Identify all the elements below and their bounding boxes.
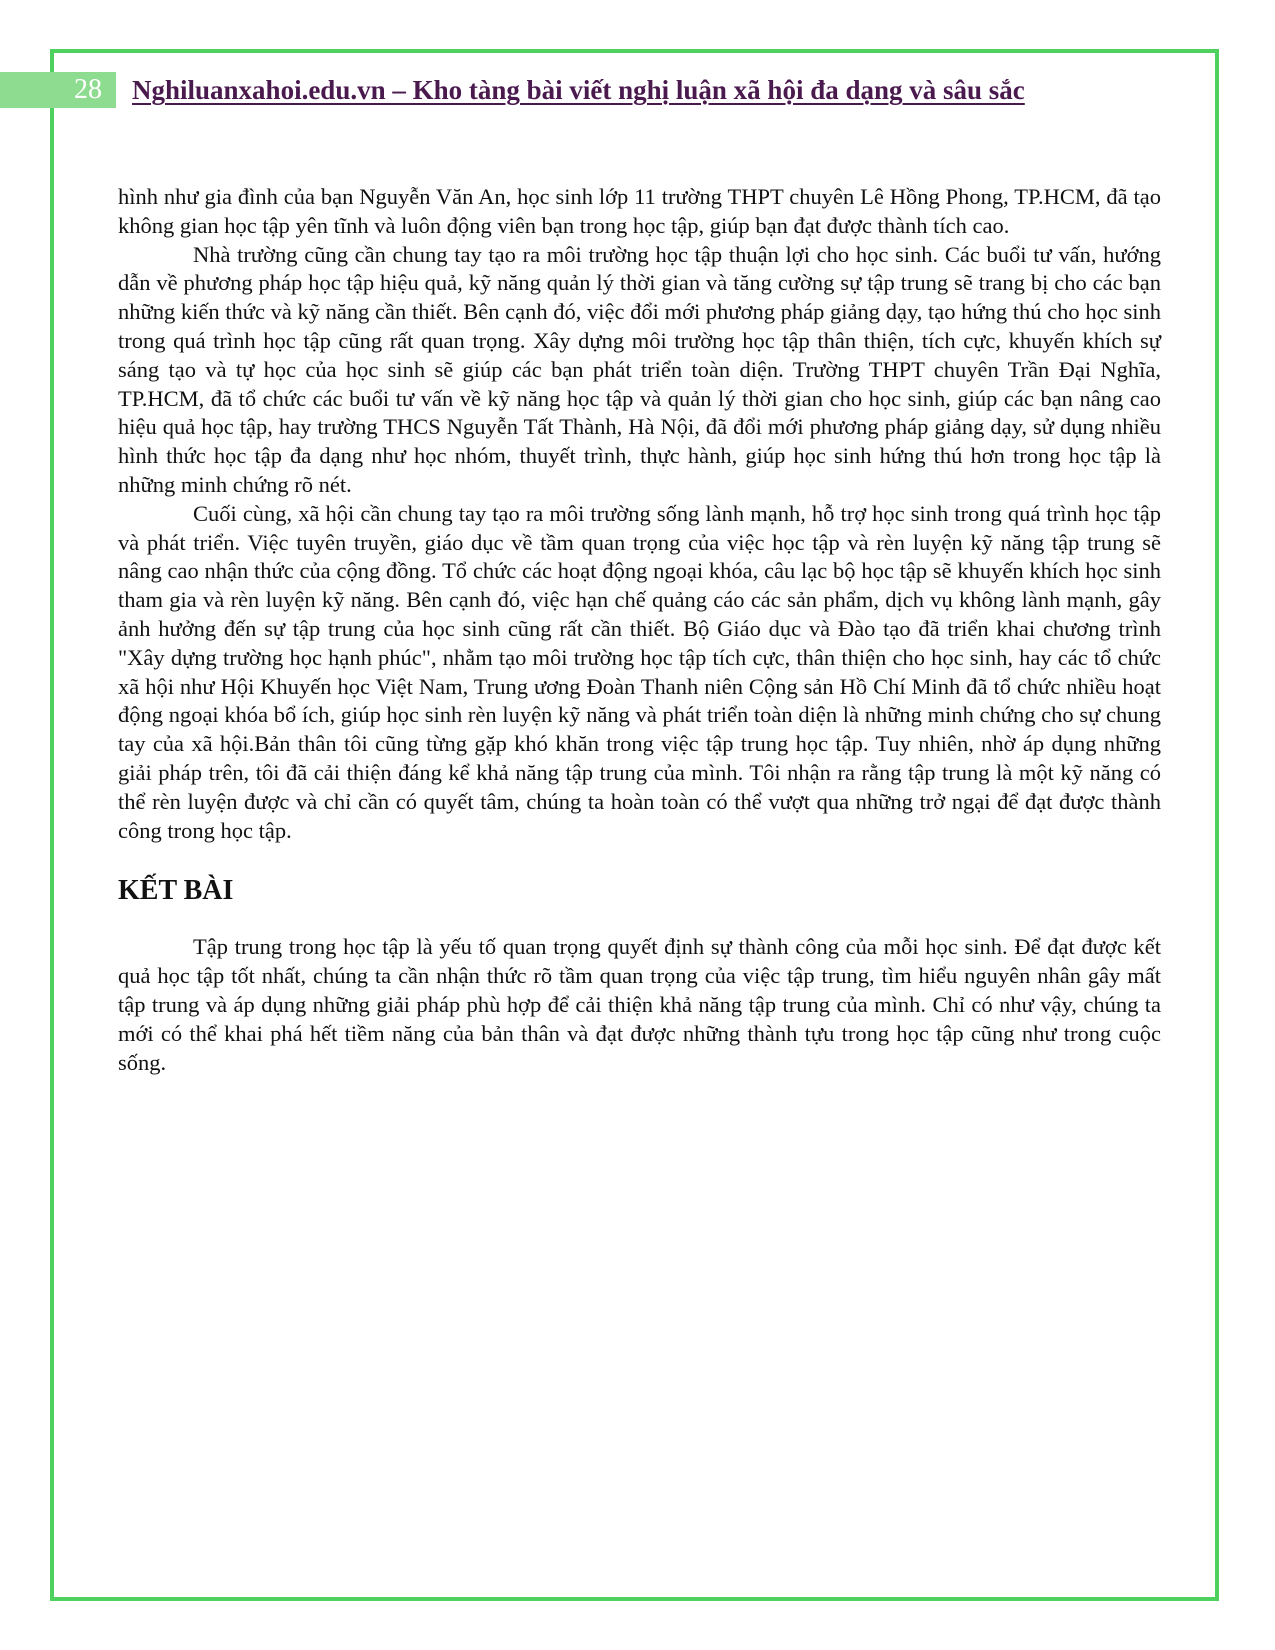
body-paragraph-2: Nhà trường cũng cần chung tay tạo ra môi trường học tập thuận lợi cho học sinh. Các buổi tư vấn, hướng dẫn về phương pháp học tập hiệu quả, kỹ năng quản lý thời gian và tăng cường sự tập trung sẽ trang bị cho các bạn những kiến thức và kỹ năng cần thiết. Bên cạnh đó, việc đổi mới phương pháp giảng dạy, tạo hứng thú cho học sinh trong quá trình học tập cũng rất quan trọng. Xây dựng môi trường học tập thân thiện, tích cực, khuyến khích sự sáng tạo và tự học của học sinh sẽ giúp các bạn phát triển toàn diện. Trường THPT chuyên Trần Đại Nghĩa, TP.HCM, đã tổ chức các buổi tư vấn về kỹ năng học tập và quản lý thời gian cho học sinh, giúp các bạn nâng cao hiệu quả học tập, hay trường THCS Nguyễn Tất Thành, Hà Nội, đã đổi mới phương pháp giảng dạy, sử dụng nhiều hình thức học tập đa dạng như học nhóm, thuyết trình, thực hành, giúp học sinh hứng thú hơn trong học tập là những minh chứng rõ nét. <box>118 241 1161 497</box>
body-paragraph-1: hình như gia đình của bạn Nguyễn Văn An, học sinh lớp 11 trường THPT chuyên Lê Hồng Phong, TP.HCM, đã tạo không gian học tập yên tĩnh và luôn động viên bạn trong học tập, giúp bạn đạt được thành tích cao. <box>118 184 1161 238</box>
conclusion-paragraph: Tập trung trong học tập là yếu tố quan trọng quyết định sự thành công của mỗi học sinh. Để đạt được kết quả học tập tốt nhất, chúng ta cần nhận thức rõ tầm quan trọng của việc tập trung, tìm hiểu nguyên nhân gây mất tập trung và áp dụng những giải pháp phù hợp để cải thiện khả năng tập trung của mình. Chỉ có như vậy, chúng ta mới có thể khai phá hết tiềm năng của bản thân và đạt được những thành tựu trong học tập cũng như trong cuộc sống. <box>118 934 1161 1075</box>
header-title: Nghiluanxahoi.edu.vn – Kho tàng bài viết nghị luận xã hội đa dạng và sâu sắc <box>132 75 1025 105</box>
document-body <box>118 183 1161 1077</box>
conclusion-heading: KẾT BÀI <box>118 875 234 907</box>
page-number: 28 <box>0 72 116 108</box>
body-paragraph-3: Cuối cùng, xã hội cần chung tay tạo ra môi trường sống lành mạnh, hỗ trợ học sinh trong quá trình học tập và phát triển. Việc tuyên truyền, giáo dục về tầm quan trọng của việc học tập và rèn luyện kỹ năng tập trung sẽ nâng cao nhận thức của cộng đồng. Tổ chức các hoạt động ngoại khóa, câu lạc bộ học tập sẽ khuyến khích học sinh tham gia và rèn luyện kỹ năng. Bên cạnh đó, việc hạn chế quảng cáo các sản phẩm, dịch vụ không lành mạnh, gây ảnh hưởng đến sự tập trung của học sinh cũng rất cần thiết. Bộ Giáo dục và Đào tạo đã triển khai chương trình "Xây dựng trường học hạnh phúc", nhằm tạo môi trường học tập tích cực, thân thiện cho học sinh, hay các tổ chức xã hội như Hội Khuyến học Việt Nam, Trung ương Đoàn Thanh niên Cộng sản Hồ Chí Minh đã tổ chức nhiều hoạt động ngoại khóa bổ ích, giúp học sinh rèn luyện kỹ năng và phát triển toàn diện là những minh chứng cho sự chung tay của xã hội.Bản thân tôi cũng từng gặp khó khăn trong việc tập trung học tập. Tuy nhiên, nhờ áp dụng những giải pháp trên, tôi đã cải thiện đáng kể khả năng tập trung của mình. Tôi nhận ra rằng tập trung là một kỹ năng có thể rèn luyện được và chỉ cần có quyết tâm, chúng ta hoàn toàn có thể vượt qua những trở ngại để đạt được thành công trong học tập. <box>118 500 1161 843</box>
